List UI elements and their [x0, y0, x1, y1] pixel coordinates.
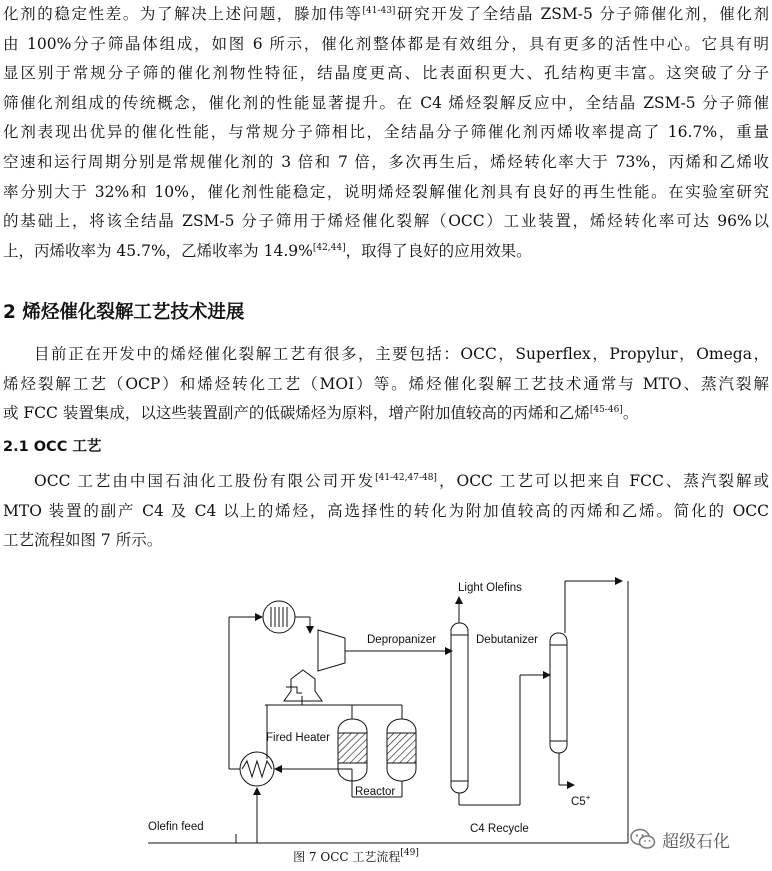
label-depropanizer: Depropanizer — [367, 634, 437, 646]
text-line: 率分别大于 32%和 10%，催化剂性能稳定，说明烯烃裂解催化剂具有良好的再生性能。在实验室研究 — [3, 182, 769, 201]
figure-caption: 图 7 OCC 工艺流程[49] — [293, 848, 419, 864]
text-line: 显区别于常规分子筛的催化剂物性特征，结晶度更高、比表面积更大、孔结构更丰富。这突破了分子 — [3, 64, 769, 83]
text-line: 化剂的稳定性差。为了解决上述问题，滕加伟等[41-43]研究开发了全结晶 ZSM-5 分子筛催化剂，催化剂 — [3, 5, 769, 23]
text-line: 目前正在开发中的烯烃催化裂解工艺有很多，主要包括：OCC，Superflex，Propylur，Omega， — [34, 345, 769, 363]
label-olefin-feed: Olefin feed — [148, 821, 204, 833]
occ-process-flow-diagram — [0, 575, 772, 847]
watermark-text: 超级石化 — [662, 831, 730, 852]
text-line: 工艺流程如图 7 所示。 — [3, 531, 163, 550]
depropanizer-column — [451, 623, 468, 793]
citation-ref: [41-43] — [362, 6, 396, 16]
section-heading-2-1: 2.1 OCC 工艺 — [3, 439, 102, 455]
section-heading-2: 2 烯烃催化裂解工艺技术进展 — [3, 302, 245, 323]
paragraph-occ — [3, 467, 769, 556]
text-line: 烯烃裂解工艺（OCP）和烯烃转化工艺（MOI）等。烯烃催化裂解工艺技术通常与 MTO、蒸汽裂解 — [3, 374, 769, 393]
feed-exchanger — [240, 752, 274, 786]
label-debutanizer: Debutanizer — [476, 634, 539, 646]
text-line: 筛催化剂组成的传统概念，催化剂的性能显著提升。在 C4 烯烃裂解反应中，全结晶 ZSM-5 分子筛催 — [3, 93, 769, 112]
label-light-olefins: Light Olefins — [458, 582, 522, 594]
debutanizer-column — [550, 633, 567, 753]
text-line: 的基础上，将该全结晶 ZSM-5 分子筛用于烯烃催化裂解（OCC）工业装置，烯烃转化率可达 96%以 — [3, 212, 769, 231]
label-fired-heater: Fired Heater — [266, 732, 330, 744]
label-c5: C5+ — [571, 793, 591, 808]
label-reactor: Reactor — [355, 786, 396, 798]
fired-heater — [284, 670, 322, 701]
text-line: 空速和运行周期分别是常规催化剂的 3 倍和 7 倍，多次再生后，烯烃转化率大于 73%，丙烯和乙烯收 — [3, 152, 769, 171]
text-line: 上，丙烯收率为 45.7%，乙烯收率为 14.9%[42,44]，取得了良好的应用效果。 — [3, 241, 532, 260]
paragraph-catalyst — [3, 0, 769, 266]
watermark — [630, 824, 730, 854]
text-line: MTO 装置的副产 C4 及 C4 以上的烯烃，高选择性的转化为附加值较高的丙烯和乙烯。简化的 OCC — [3, 501, 769, 520]
citation-ref: [45-46] — [589, 405, 623, 416]
text-line: 由 100%分子筛晶体组成，如图 6 所示，催化剂整体都是有效组分，具有更多的活性中心。它具有明 — [3, 34, 769, 53]
citation-ref: [41-42,47-48] — [375, 473, 437, 483]
paragraph-processes — [3, 340, 769, 429]
compressor — [318, 630, 345, 671]
text-line: OCC 工艺由中国石油化工股份有限公司开发[41-42,47-48]，OCC 工艺可以把来自 FCC、蒸汽裂解或 — [34, 472, 769, 490]
text-line: 或 FCC 装置集成，以这些装置副产的低碳烯烃为原料，增产附加值较高的丙烯和乙烯[45-46]。 — [3, 404, 639, 423]
text-line: 化剂表现出优异的催化性能，与常规分子筛相比，全结晶分子筛催化剂丙烯收率提高了 16.7%，重量 — [3, 123, 769, 142]
citation-ref: [42,44] — [312, 242, 346, 253]
wechat-icon — [630, 828, 656, 850]
label-c4-recycle: C4 Recycle — [470, 823, 529, 835]
